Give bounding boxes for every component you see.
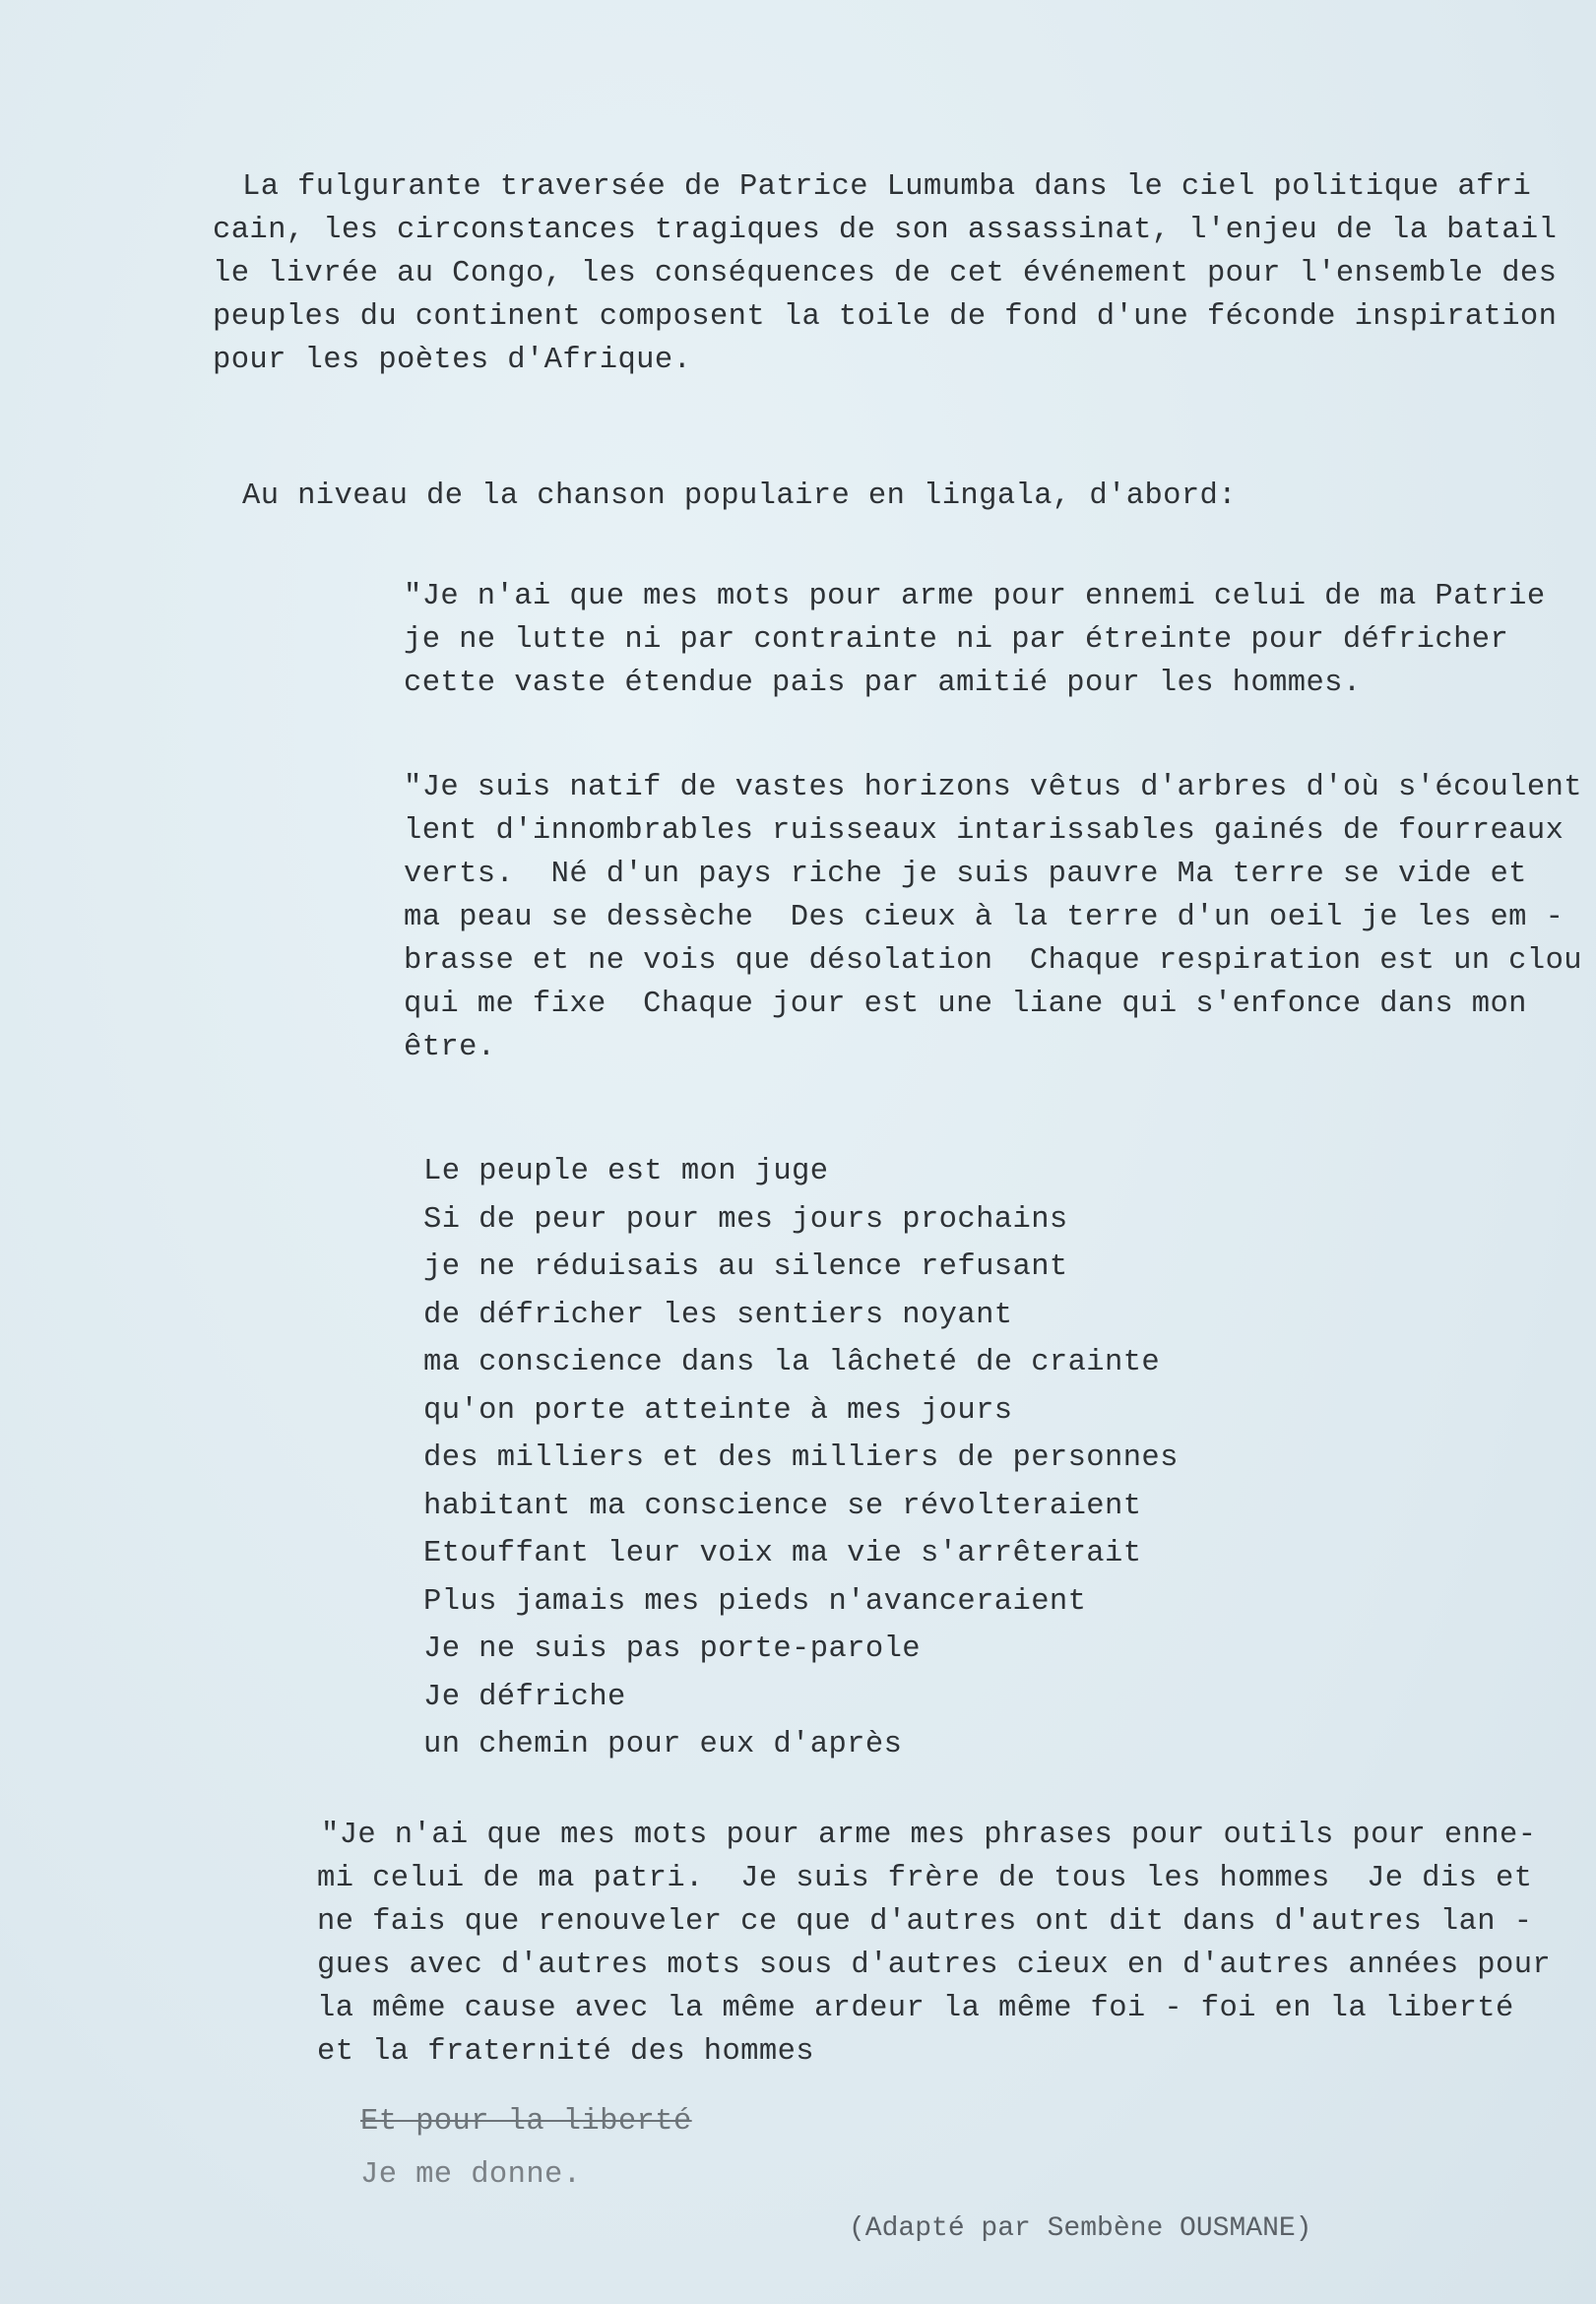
stanza-2-line: ma peau se dessèche Des cieux à la terre d'un oeil je les em - — [404, 901, 1564, 934]
stanza-2 — [404, 766, 1582, 1069]
poem-line: Le peuple est mon juge — [423, 1155, 829, 1188]
stanza-3-line: ne fais que renouveler ce que d'autres ont dit dans d'autres lan - — [317, 1905, 1533, 1939]
stanza-1-line: "Je n'ai que mes mots pour arme pour ennemi celui de ma Patrie — [404, 580, 1546, 613]
intro-line: La fulgurante traversée de Patrice Lumumba dans le ciel politique afri — [242, 170, 1532, 204]
poem-line: des milliers et des milliers de personnes — [423, 1441, 1179, 1475]
stanza-1-line: je ne lutte ni par contrainte ni par étreinte pour défricher — [404, 623, 1509, 657]
poem-line: de défricher les sentiers noyant — [423, 1298, 1013, 1332]
stanza-2-line: verts. Né d'un pays riche je suis pauvre Ma terre se vide et — [404, 858, 1527, 891]
poem-line: Etouffant leur voix ma vie s'arrêterait — [423, 1537, 1142, 1570]
intro-line: pour les poètes d'Afrique. — [213, 344, 692, 377]
intro-paragraph — [213, 165, 1558, 382]
lead-in-line: Au niveau de la chanson populaire en lingala, d'abord: — [242, 480, 1237, 513]
poem-line: ma conscience dans la lâcheté de crainte — [423, 1346, 1161, 1379]
poem-line: Je ne suis pas porte-parole — [423, 1632, 921, 1666]
poem-line: habitant ma conscience se révolteraient — [423, 1489, 1142, 1523]
struck-line: Et pour la liberté — [360, 2105, 692, 2139]
closing-line: Je me donne. — [360, 2158, 582, 2192]
closing — [360, 2095, 692, 2202]
stanza-3-line: "Je n'ai que mes mots pour arme mes phrases pour outils pour enne- — [321, 1819, 1537, 1852]
intro-line: cain, les circonstances tragiques de son assassinat, l'enjeu de la batail — [213, 214, 1558, 247]
stanza-3-line: mi celui de ma patri. Je suis frère de tous les hommes Je dis et — [317, 1862, 1533, 1895]
stanza-1-line: cette vaste étendue pais par amitié pour les hommes. — [404, 667, 1362, 700]
stanza-2-line: brasse et ne vois que désolation Chaque respiration est un clou — [404, 944, 1582, 978]
poem-line: Si de peur pour mes jours prochains — [423, 1202, 1068, 1237]
stanza-2-line: "Je suis natif de vastes horizons vêtus d'arbres d'où s'écoulent — [404, 771, 1582, 804]
stanza-3-line: et la fraternité des hommes — [317, 2035, 814, 2069]
poem-line: je ne réduisais au silence refusant — [423, 1250, 1068, 1284]
poem-line: un chemin pour eux d'après — [423, 1728, 903, 1761]
poem-line: qu'on porte atteinte à mes jours — [423, 1393, 1013, 1428]
intro-line: peuples du continent composent la toile de fond d'une féconde inspiration — [213, 300, 1558, 334]
stanza-2-line: être. — [404, 1031, 496, 1064]
stanza-3-line: gues avec d'autres mots sous d'autres cieux en d'autres années pour — [317, 1949, 1552, 1982]
stanza-2-line: lent d'innombrables ruisseaux intarissables gainés de fourreaux — [404, 814, 1564, 848]
stanza-3-line: la même cause avec la même ardeur la même foi - foi en la liberté — [317, 1992, 1514, 2025]
intro-line: le livrée au Congo, les conséquences de cet événement pour l'ensemble des — [213, 257, 1558, 290]
stanza-3 — [317, 1814, 1552, 2074]
poem-line: Je défriche — [423, 1680, 626, 1714]
poem — [423, 1148, 1179, 1769]
poem-line: Plus jamais mes pieds n'avanceraient — [423, 1584, 1087, 1619]
lead-in — [242, 475, 1237, 518]
stanza-2-line: qui me fixe Chaque jour est une liane qui s'enfonce dans mon — [404, 988, 1527, 1021]
attribution: (Adapté par Sembène OUSMANE) — [849, 2213, 1312, 2244]
stanza-1 — [404, 575, 1546, 705]
